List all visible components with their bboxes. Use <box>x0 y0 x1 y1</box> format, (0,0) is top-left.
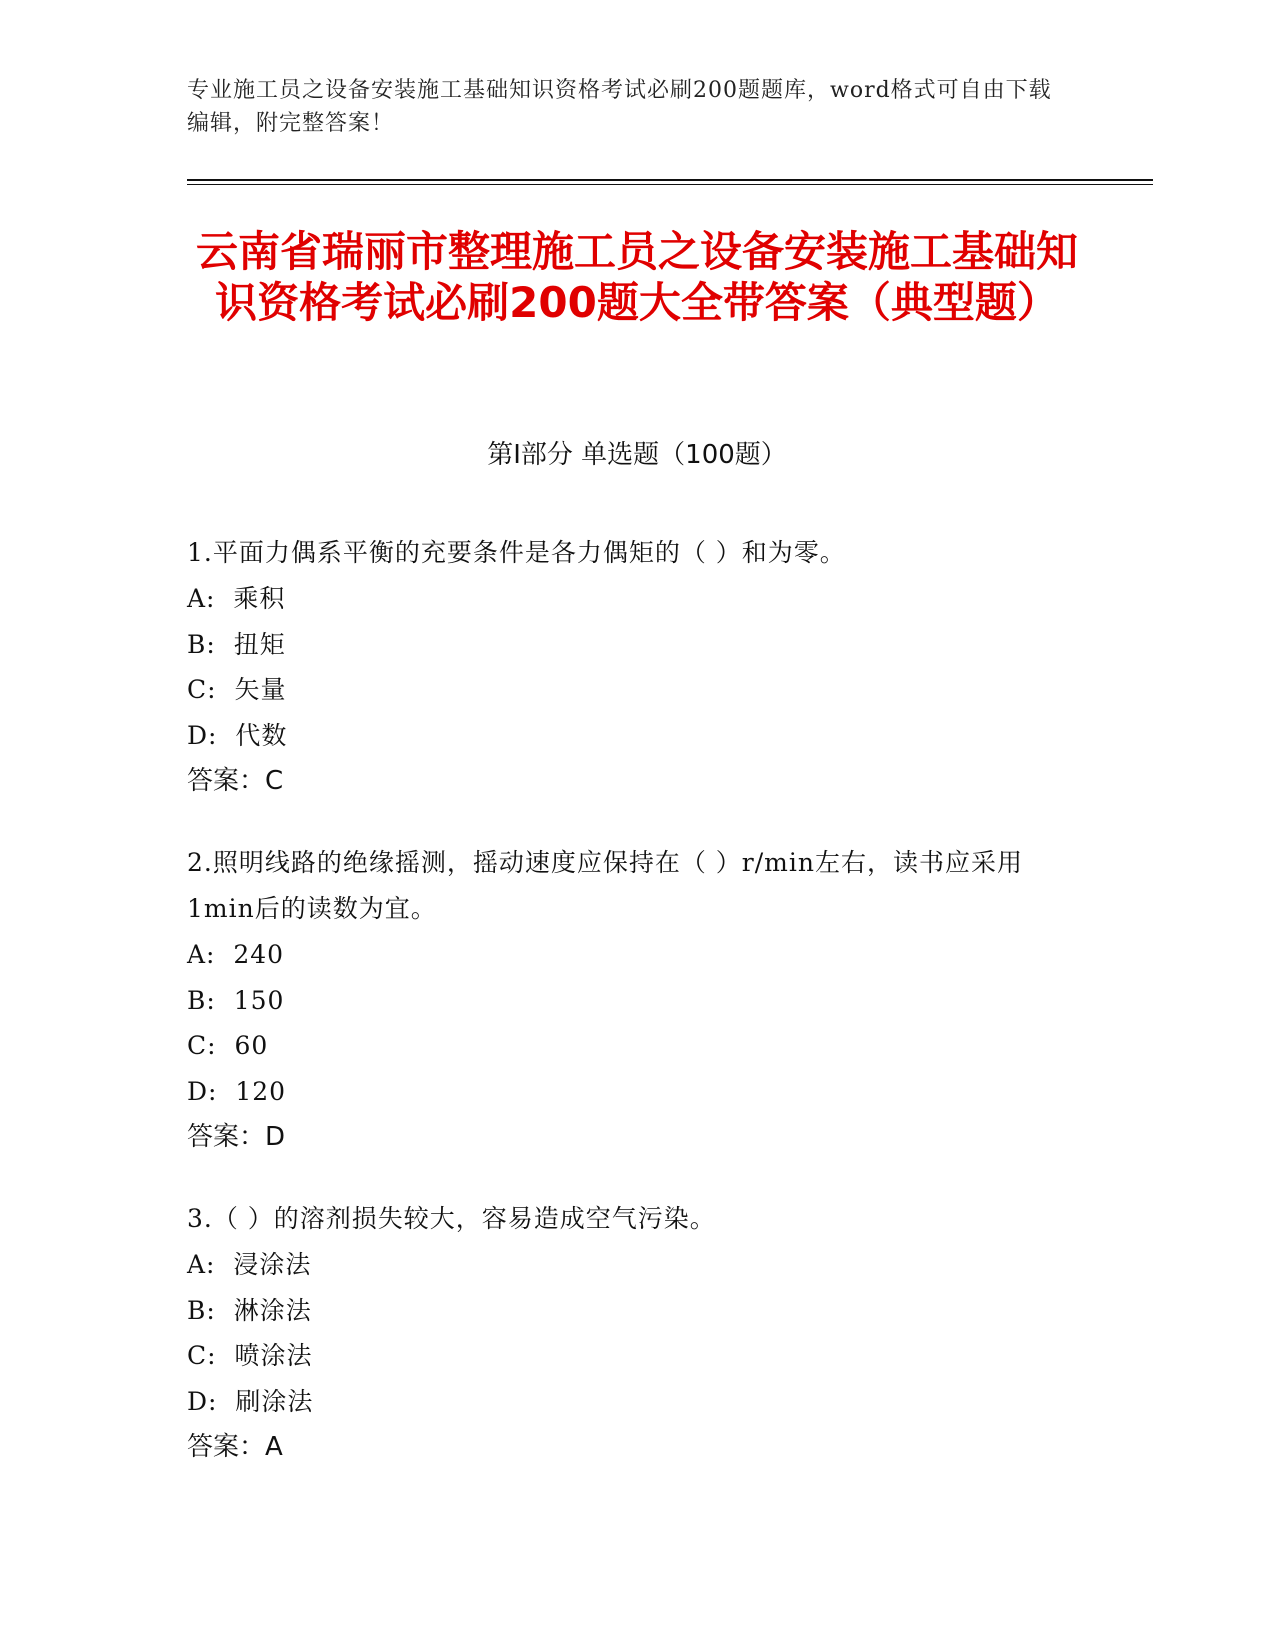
question-list <box>187 530 1087 1506</box>
section-title: 第Ⅰ部分 单选题（100题） <box>487 440 787 470</box>
question-stem: 3.（ ）的溶剂损失较大，容易造成空气污染。 <box>187 1204 716 1233</box>
option-c: C: 矢量 <box>187 675 287 704</box>
option-d: D: 120 <box>187 1076 287 1106</box>
document-title: 云南省瑞丽市整理施工员之设备安装施工基础知识资格考试必刷200题大全带答案（典型题） <box>195 227 1078 327</box>
option-c: C: 60 <box>187 1031 269 1060</box>
option-b: B: 扭矩 <box>187 629 286 659</box>
option-b: B: 淋涂法 <box>187 1295 312 1325</box>
option-a: A: 乘积 <box>187 584 286 613</box>
question-stem: 1.平面力偶系平衡的充要条件是各力偶矩的（ ）和为零。 <box>187 538 846 567</box>
header-divider-thick <box>187 179 1153 181</box>
option-c: C: 喷涂法 <box>187 1341 313 1370</box>
question-2 <box>187 840 1087 1160</box>
answer: 答案：C <box>187 766 284 796</box>
option-d: D: 刷涂法 <box>187 1386 314 1416</box>
question-3 <box>187 1196 1087 1470</box>
header-note: 专业施工员之设备安装施工基础知识资格考试必刷200题题库，word格式可自由下载编辑，附完整答案！ <box>187 78 1052 136</box>
option-a: A: 浸涂法 <box>187 1250 312 1279</box>
answer: 答案：A <box>187 1432 283 1462</box>
option-d: D: 代数 <box>187 720 288 750</box>
question-stem: 2.照明线路的绝缘摇测，摇动速度应保持在（ ）r/min左右，读书应采用1min后的读数为宜。 <box>187 848 1023 923</box>
header-divider-thin <box>187 184 1153 185</box>
answer: 答案：D <box>187 1122 286 1152</box>
option-b: B: 150 <box>187 985 285 1015</box>
question-1 <box>187 530 1087 804</box>
option-a: A: 240 <box>187 940 285 969</box>
